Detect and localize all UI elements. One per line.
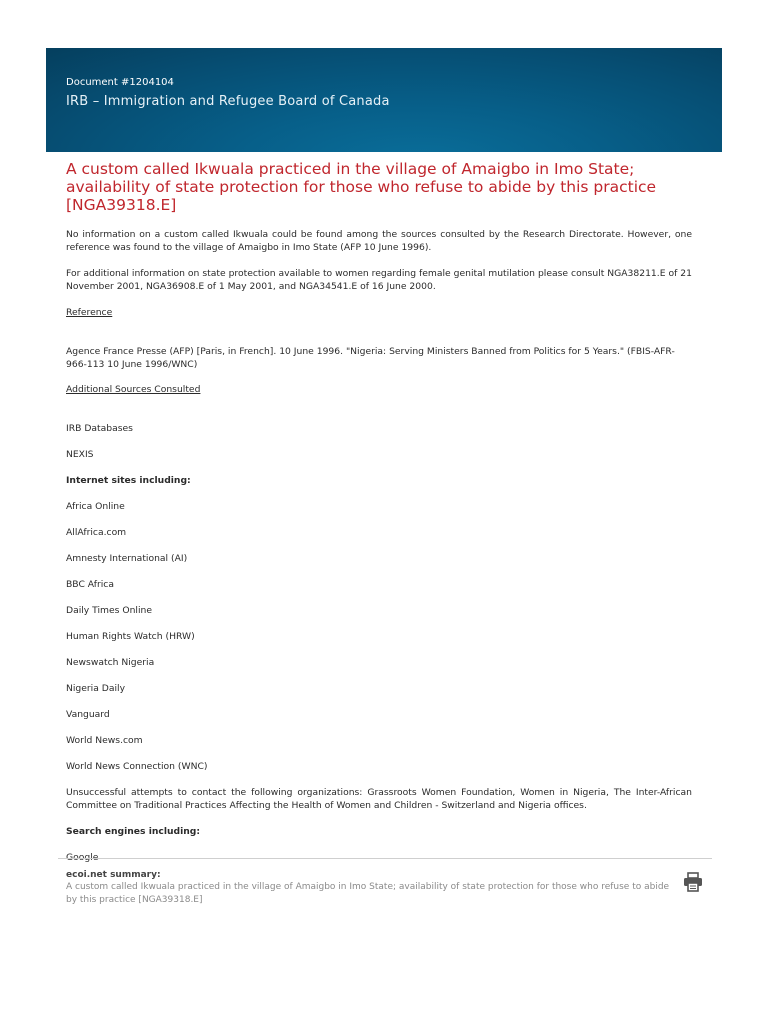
list-item: AllAfrica.com [66, 527, 127, 539]
internet-sites-list [66, 500, 692, 773]
internet-sites-heading: Internet sites including: [66, 475, 191, 487]
document-number: Document #1204104 [66, 77, 174, 88]
document-title: A custom called Ikwuala practiced in the village of Amaigbo in Imo State; availability of state protection for those who refuse to abide by this practice [NGA39318.E] [66, 160, 657, 214]
additional-sources-heading: Additional Sources Consulted [66, 384, 201, 396]
reference-text: Agence France Presse (AFP) [Paris, in French]. 10 June 1996. "Nigeria: Serving Ministers Banned from Politics for 5 Years." (FBIS-AFR-966-113 10 June 1996/WNC) [66, 345, 675, 370]
list-item: Amnesty International (AI) [66, 553, 188, 565]
list-item: Newswatch Nigeria [66, 657, 155, 669]
reference-heading: Reference [66, 306, 113, 318]
search-engines-heading: Search engines including: [66, 826, 201, 838]
summary-label: ecoi.net summary: [66, 870, 161, 880]
list-item: Vanguard [66, 709, 110, 721]
list-item: NEXIS [66, 449, 94, 461]
list-item: Google [66, 852, 99, 864]
sources-list [66, 422, 692, 461]
organization-name: IRB – Immigration and Refugee Board of Canada [66, 94, 390, 109]
ecoi-summary-footer [58, 858, 712, 907]
list-item: Africa Online [66, 501, 125, 513]
list-item: Nigeria Daily [66, 683, 126, 695]
list-item: World News.com [66, 735, 143, 747]
unsuccessful-contacts: Unsuccessful attempts to contact the following organizations: Grassroots Women Foundation, Women in Nigeria, The Inter-African Committee on Traditional Practices Affecting the Health of Women and Children - Switzerland and Nigeria offices. [66, 787, 692, 812]
printer-icon[interactable] [682, 871, 704, 893]
summary-text: A custom called Ikwuala practiced in the village of Amaigbo in Imo State; availability of state protection for those who refuse to abide by this practice [NGA39318.E] [66, 882, 670, 905]
list-item: Daily Times Online [66, 605, 152, 617]
paragraph-2: For additional information on state protection available to women regarding female genital mutilation please consult NGA38211.E of 21 November 2001, NGA36908.E of 1 May 2001, and NGA34541.E of 16 June 2000. [66, 267, 692, 293]
header-banner [46, 48, 722, 152]
list-item: Human Rights Watch (HRW) [66, 631, 195, 643]
paragraph-1: No information on a custom called Ikwuala could be found among the sources consulted by the Research Directorate. However, one reference was found to the village of Amaigbo in Imo State (AFP 10 June 1996). [66, 229, 692, 254]
document-content [66, 160, 692, 877]
list-item: IRB Databases [66, 423, 133, 435]
list-item: BBC Africa [66, 579, 114, 591]
list-item: World News Connection (WNC) [66, 761, 208, 773]
